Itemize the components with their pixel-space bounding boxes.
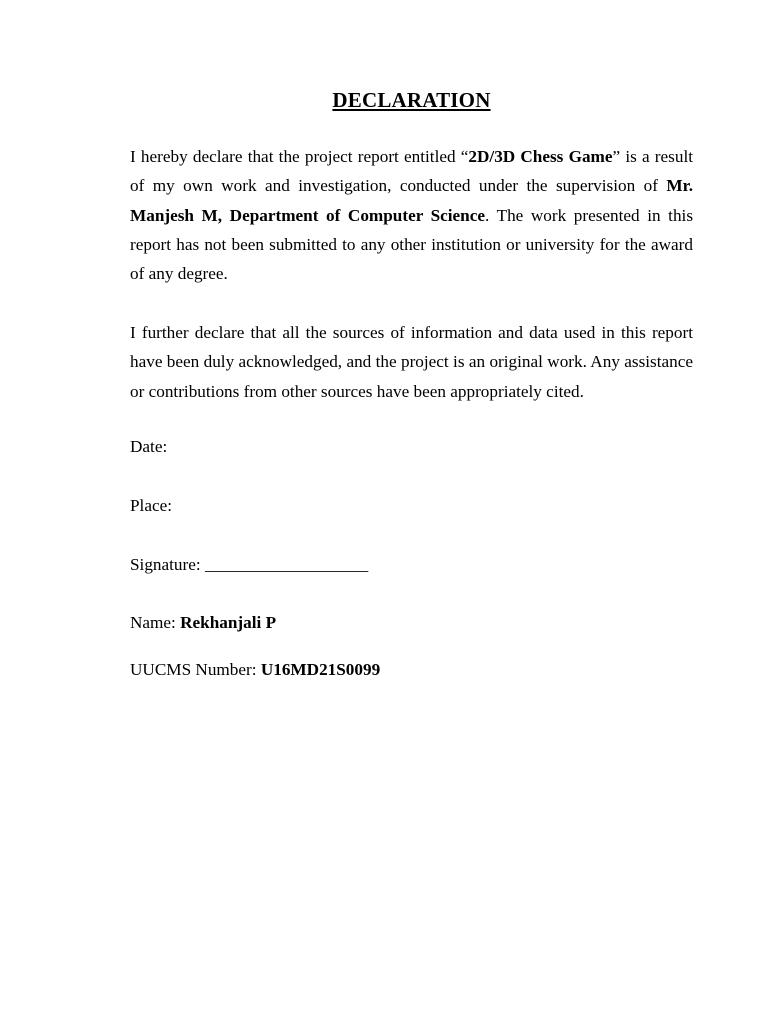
name-label: Name: bbox=[130, 613, 176, 632]
declaration-page bbox=[130, 0, 693, 1024]
paragraph-1-text-b: ” is a result of my own work and investigation, conducted under the supervision of bbox=[130, 147, 693, 196]
signature-line: ___________________ bbox=[204, 555, 369, 574]
declaration-paragraph-1 bbox=[130, 142, 693, 288]
declaration-paragraph-2: I further declare that all the sources of information and data used in this report have been duly acknowledged, and the project is an original work. Any assistance or contributions from other sources have been appropriately cited. bbox=[130, 323, 693, 401]
uucms-field bbox=[130, 658, 380, 682]
uucms-value: U16MD21S0099 bbox=[260, 660, 381, 679]
supervisor-name: Mr. Manjesh M, Department of Computer Science bbox=[130, 176, 693, 225]
paragraph-1-text-c: . The work presented in this report has not been submitted to any other institution or university for the award of any degree. bbox=[130, 205, 694, 284]
signature-field bbox=[130, 553, 368, 577]
paragraph-1-text-a: I hereby declare that the project report entitled “ bbox=[130, 147, 469, 166]
name-value: Rekhanjali P bbox=[180, 613, 277, 632]
date-field bbox=[130, 435, 167, 459]
signature-label: Signature: bbox=[130, 555, 201, 574]
place-field bbox=[130, 494, 172, 518]
uucms-label: UUCMS Number: bbox=[130, 660, 257, 679]
page-title: DECLARATION bbox=[332, 88, 491, 112]
date-label: Date: bbox=[130, 437, 168, 456]
place-label: Place: bbox=[130, 496, 172, 515]
project-title: 2D/3D Chess Game bbox=[468, 147, 613, 166]
name-field bbox=[130, 611, 276, 635]
